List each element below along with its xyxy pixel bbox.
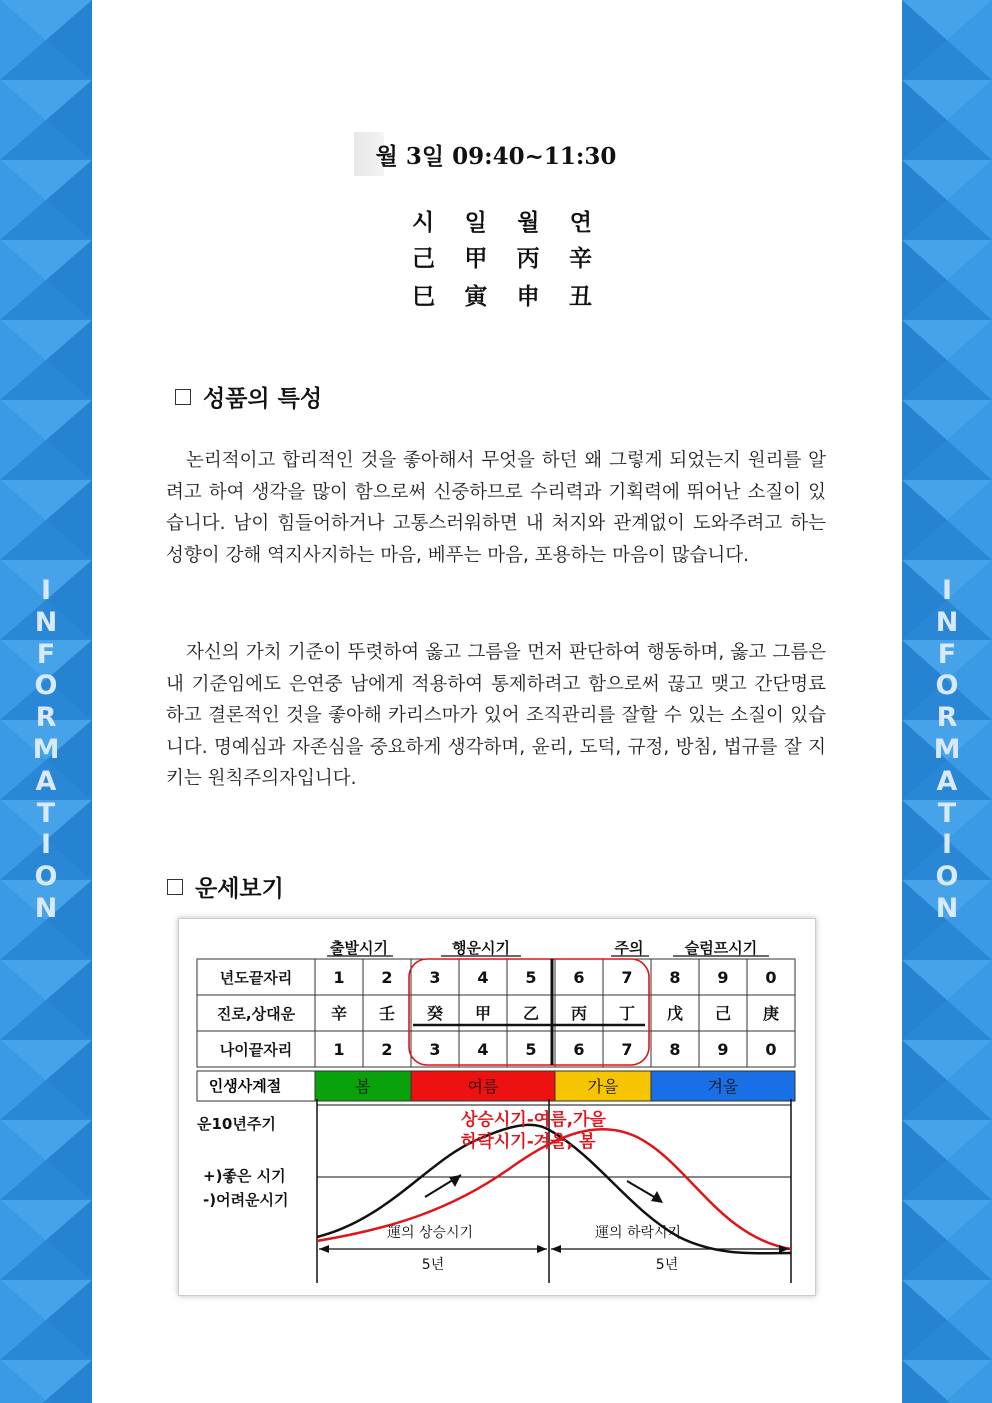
side-label-letter: I [941,829,953,861]
table-cell: 6 [573,968,585,987]
table-cell: 0 [765,1040,777,1059]
section-heading-text: 성품의 특성 [203,385,323,412]
table-row-label: 년도끝자리 [219,969,293,987]
season-label: 여름 [467,1077,499,1096]
saju-branch: 丑 [568,283,592,310]
side-label-letter: N [935,892,959,924]
table-cell: 9 [717,968,729,987]
side-label-letter: T [36,797,56,829]
saju-branch: 申 [516,283,540,310]
saju-branch: 寅 [464,283,488,310]
period-header: 출발시기 [330,939,388,957]
table-cell: 9 [717,1040,729,1059]
side-label-letter: M [933,733,961,765]
table-cell: 0 [765,968,777,987]
table-cell: 6 [573,1040,585,1059]
left-decorative-banner [0,0,92,1403]
saju-label: 시 [412,209,435,236]
saju-labels-row [412,204,592,237]
table-cell: 甲 [474,1004,492,1023]
personality-paragraph-1: 논리적이고 합리적인 것을 좋아해서 무엇을 하던 왜 그렇게 되었는지 원리를 알려고 하여 생각을 많이 함으로써 신중하므로 수리력과 기획력에 뛰어난 소질이 있습니다. 남이 힘들어하거나 고통스러워하면 내 처지와 관계없이 도와주려고 하는 성향이 강해 역지사지하는 마음, 베푸는 마음, 포용하는 마음이 많습니다. [166,450,826,566]
table-cell: 1 [333,968,345,987]
section-heading-personality [175,380,322,413]
span-left-label: 5년 [421,1257,445,1273]
annotation-rise: 상승시기-여름,가을 [461,1110,606,1130]
table-cell: 7 [621,968,633,987]
table-cell: 丁 [618,1004,636,1023]
side-label-letter: N [935,606,959,638]
season-row-label: 인생사계절 [208,1077,282,1095]
saju-stems-row [412,240,592,273]
side-label-vertical [932,575,962,925]
table-cell: 庚 [762,1004,780,1023]
annotation-fall: 하락시기-겨울, 봄 [461,1132,596,1152]
rise-period-label: 運의 상승시기 [387,1225,474,1241]
saju-branches-row [412,278,592,311]
table-cell: 4 [477,968,489,987]
fall-period-label: 運의 하락시기 [595,1225,682,1241]
table-cell: 7 [621,1040,633,1059]
side-label-letter: I [40,575,52,606]
saju-stem: 己 [412,245,435,272]
period-header: 슬럼프시기 [684,939,758,957]
span-right-label: 5년 [655,1257,679,1273]
side-label-letter: A [936,765,958,797]
table-cell: 3 [429,1040,441,1059]
side-label-letter: F [937,638,957,670]
side-label-letter: I [941,575,953,606]
side-label-letter: N [34,606,58,638]
saju-stem: 甲 [464,245,488,272]
saju-label: 일 [464,209,487,236]
page-title: 월 3일 09:40~11:30 [375,143,617,170]
table-cell: 癸 [426,1004,444,1023]
side-label-vertical [31,575,61,925]
side-label-letter: M [32,733,60,765]
table-cell: 5 [525,1040,537,1059]
side-label-letter: O [34,670,58,702]
right-decorative-banner [902,0,992,1403]
side-label-letter: O [935,861,959,893]
period-header: 주의 [614,939,644,957]
table-cell: 8 [669,1040,681,1059]
table-row-label: 진로,상대운 [216,1005,296,1023]
table-cell: 2 [381,968,393,987]
saju-stem: 辛 [568,245,592,272]
period-header: 행운시기 [452,939,510,957]
side-label-letter: O [34,861,58,893]
season-label: 겨울 [707,1077,739,1096]
side-label-letter: A [35,765,57,797]
table-cell: 1 [333,1040,345,1059]
table-cell: 辛 [330,1004,348,1023]
saju-branch: 巳 [412,283,435,310]
side-label-letter: N [34,892,58,924]
side-label-letter: R [936,702,958,734]
table-cell: 己 [714,1004,732,1023]
side-label-letter: T [937,797,957,829]
table-row-label: 나이끝자리 [219,1041,293,1059]
fortune-cycle-figure [178,918,816,1296]
saju-stem: 丙 [516,245,540,272]
season-label: 봄 [355,1077,371,1096]
table-cell: 丙 [570,1004,588,1023]
side-label-letter: I [40,829,52,861]
personality-paragraph-2: 자신의 가치 기준이 뚜렷하여 옳고 그름을 먼저 판단하여 행동하며, 옳고 그름은 내 기준임에도 은연중 남에게 적용하여 통제하려고 함으로써 끊고 맺고 간단명료하고 결론적인 것을 좋아해 카리스마가 있어 조직관리를 잘할 수 있는 소질이 있습니다. 명예심과 자존심을 중요하게 생각하며, 윤리, 도덕, 규정, 방침, 법규를 잘 지키는 원칙주의자입니다. [166,642,826,790]
table-cell: 乙 [522,1004,540,1023]
side-label-letter: O [935,670,959,702]
table-cell: 戊 [666,1004,684,1023]
saju-label: 월 [517,209,540,236]
table-cell: 5 [525,968,537,987]
fortune-cycle-svg [179,919,815,1295]
bad-period-label: -)어려운시기 [203,1191,289,1209]
checkbox-square-icon [167,879,183,895]
table-cell: 8 [669,968,681,987]
section-heading-fortune [167,870,284,903]
table-cell: 3 [429,968,441,987]
season-label: 가을 [587,1077,619,1096]
side-label-letter: F [36,638,56,670]
section-heading-text: 운세보기 [195,875,284,902]
saju-label: 연 [569,209,592,236]
table-cell: 4 [477,1040,489,1059]
good-period-label: +)좋은 시기 [203,1167,286,1185]
checkbox-square-icon [175,389,191,405]
cycle-label: 운10년주기 [197,1115,276,1133]
table-cell: 2 [381,1040,393,1059]
side-label-letter: R [35,702,57,734]
table-cell: 壬 [378,1004,396,1023]
